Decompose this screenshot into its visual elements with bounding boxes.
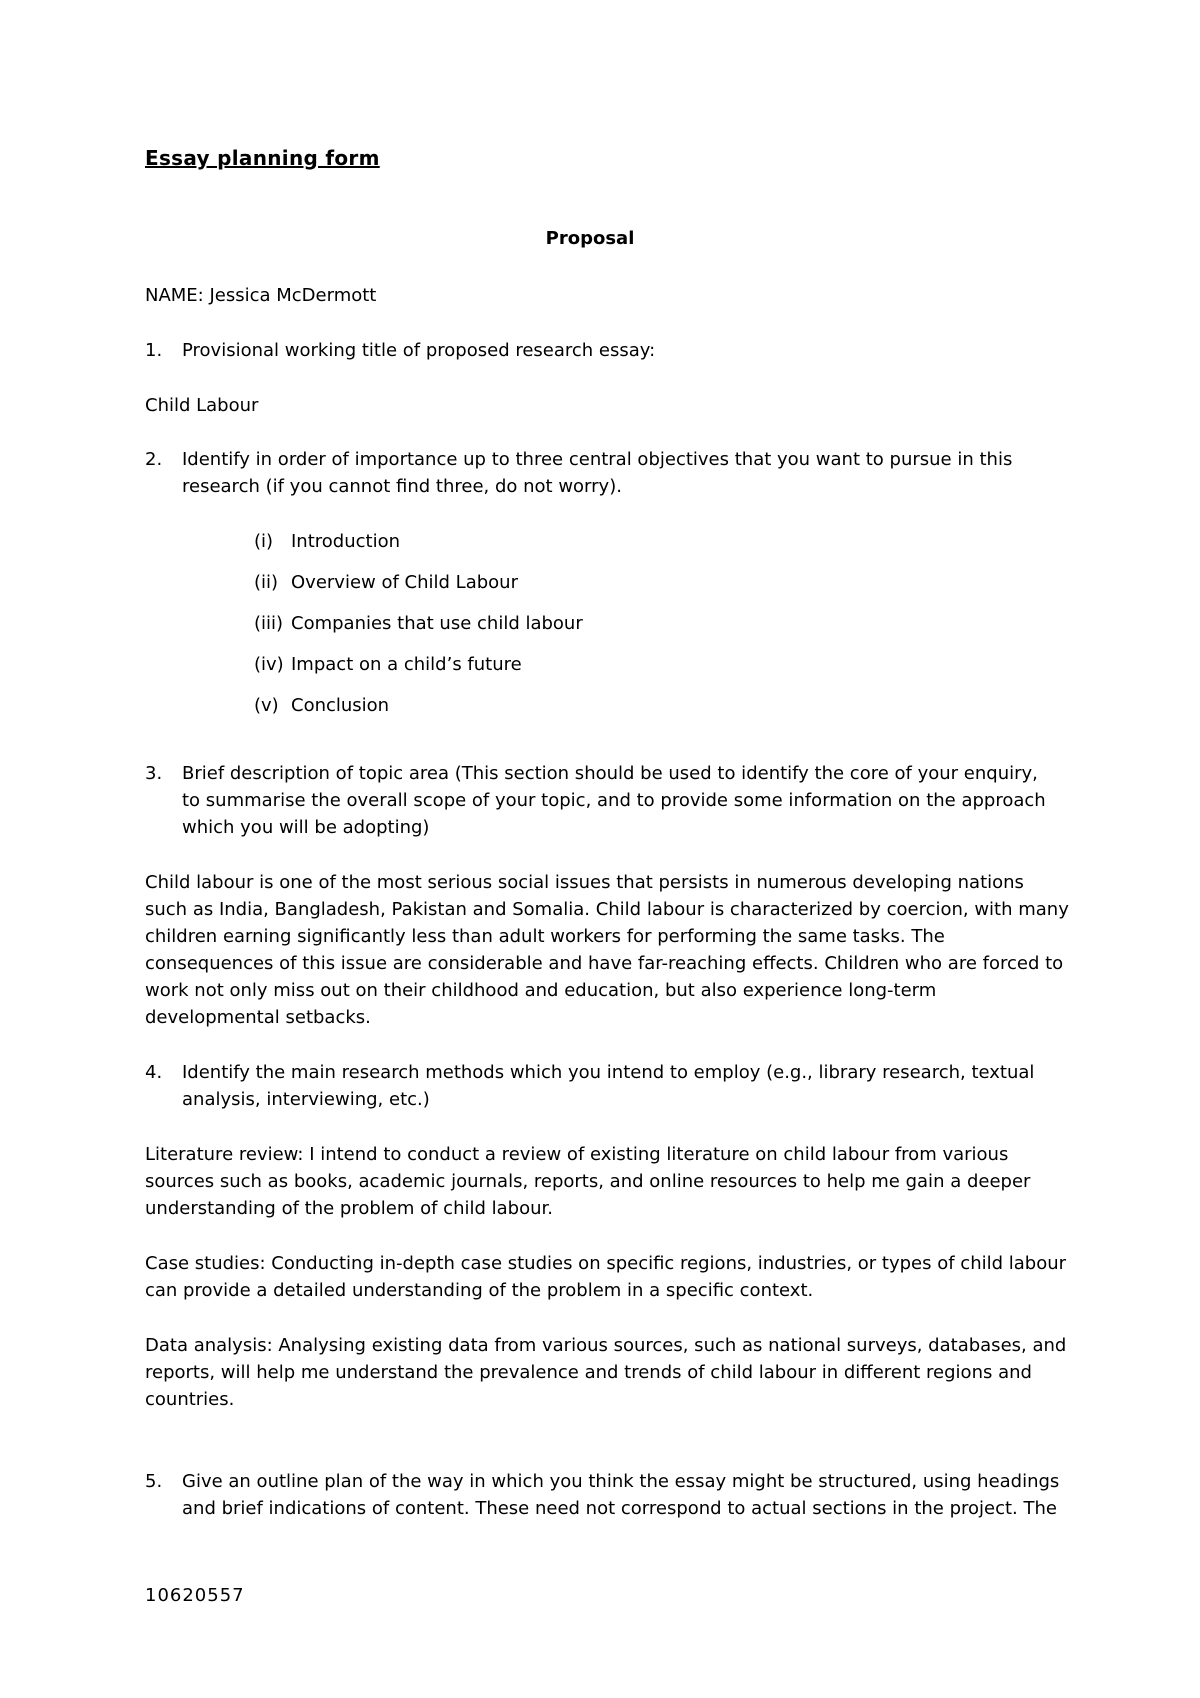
method-line: Data analysis: Analysing existing data from various sources, such as national surveys, databases, and xyxy=(145,1335,1067,1356)
method-line: Case studies: Conducting in-depth case studies on specific regions, industries, or types of child labour xyxy=(145,1253,1067,1274)
objective-number: (iv) xyxy=(254,654,284,675)
objective-number: (i) xyxy=(254,531,274,552)
question-5-prompt-line: Give an outline plan of the way in which you think the essay might be structured, using headings xyxy=(182,1471,1060,1492)
objective-text: Impact on a child’s future xyxy=(291,654,522,675)
method-line: sources such as books, academic journals, reports, and online resources to help me gain a deeper xyxy=(145,1171,1031,1192)
objective-number: (v) xyxy=(254,695,279,716)
question-4-prompt-line: Identify the main research methods which you intend to employ (e.g., library research, textual xyxy=(182,1062,1035,1083)
question-2-prompt-line: Identify in order of importance up to three central objectives that you want to pursue in this xyxy=(182,449,1013,470)
answer-line: such as India, Bangladesh, Pakistan and Somalia. Child labour is characterized by coercion, with many xyxy=(145,899,1069,920)
name-line: NAME: Jessica McDermott xyxy=(145,285,377,306)
document-title: Essay planning form xyxy=(145,146,380,170)
answer-line: work not only miss out on their childhood and education, but also experience long-term xyxy=(145,980,937,1001)
question-3-number: 3. xyxy=(145,763,163,784)
question-4-prompt-line: analysis, interviewing, etc.) xyxy=(182,1089,430,1110)
method-line: understanding of the problem of child labour. xyxy=(145,1198,553,1219)
footer-student-id: 10620557 xyxy=(145,1585,245,1606)
objective-text: Conclusion xyxy=(291,695,390,716)
answer-line: children earning significantly less than adult workers for performing the same tasks. The xyxy=(145,926,945,947)
question-5-prompt-line: and brief indications of content. These need not correspond to actual sections in the project. The xyxy=(182,1498,1057,1519)
answer-line: developmental setbacks. xyxy=(145,1007,371,1028)
question-2-number: 2. xyxy=(145,449,163,470)
question-3-prompt-line: which you will be adopting) xyxy=(182,817,430,838)
answer-line: consequences of this issue are considerable and have far-reaching effects. Children who are forced to xyxy=(145,953,1064,974)
question-4-number: 4. xyxy=(145,1062,163,1083)
objective-text: Companies that use child labour xyxy=(291,613,583,634)
question-3-prompt-line: Brief description of topic area (This section should be used to identify the core of your enquiry, xyxy=(182,763,1038,784)
method-line: can provide a detailed understanding of the problem in a specific context. xyxy=(145,1280,814,1301)
method-line: countries. xyxy=(145,1389,235,1410)
objective-number: (iii) xyxy=(254,613,284,634)
objective-text: Overview of Child Labour xyxy=(291,572,518,593)
objective-number: (ii) xyxy=(254,572,279,593)
question-2-prompt-line: research (if you cannot find three, do not worry). xyxy=(182,476,622,497)
method-line: Literature review: I intend to conduct a review of existing literature on child labour from various xyxy=(145,1144,1009,1165)
proposal-heading: Proposal xyxy=(545,228,635,249)
method-line: reports, will help me understand the prevalence and trends of child labour in different regions and xyxy=(145,1362,1032,1383)
objective-text: Introduction xyxy=(291,531,401,552)
question-1-prompt: Provisional working title of proposed research essay: xyxy=(182,340,656,361)
question-3-prompt-line: to summarise the overall scope of your topic, and to provide some information on the approach xyxy=(182,790,1046,811)
question-5-number: 5. xyxy=(145,1471,163,1492)
question-1-number: 1. xyxy=(145,340,163,361)
question-1-answer: Child Labour xyxy=(145,395,259,416)
answer-line: Child labour is one of the most serious social issues that persists in numerous developing nations xyxy=(145,872,1024,893)
